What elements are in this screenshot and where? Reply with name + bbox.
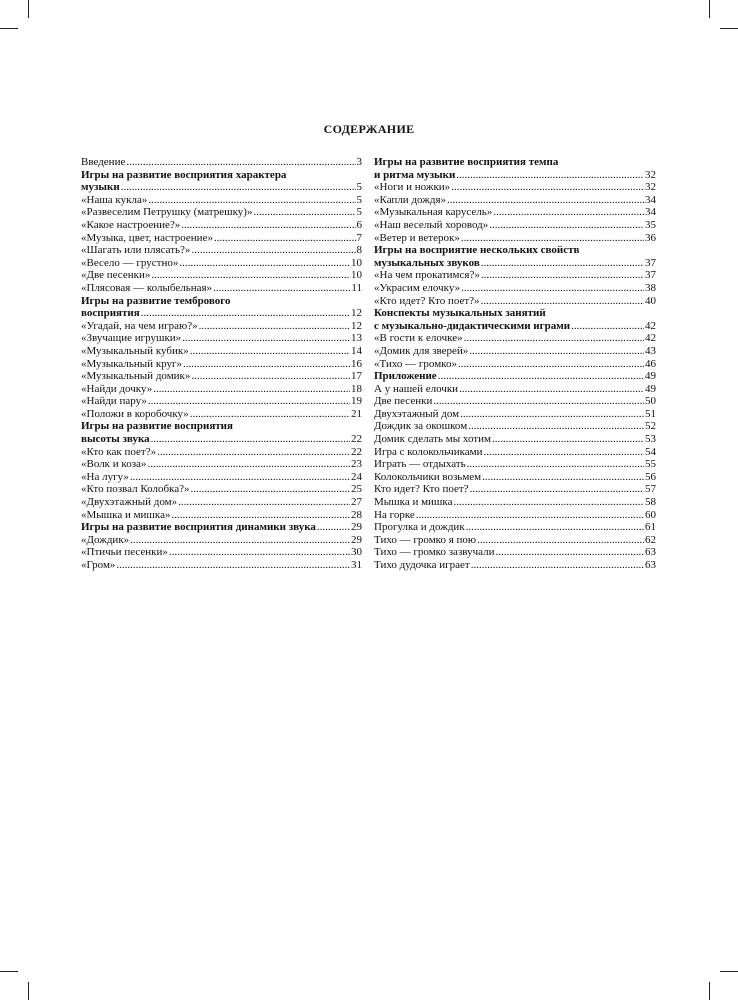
toc-page-number: 23 [351, 458, 362, 471]
toc-entry [374, 509, 656, 522]
dot-leader [460, 282, 644, 295]
toc-entry-title: Колокольчики возьмем [374, 470, 482, 483]
toc-entry [81, 269, 362, 282]
toc-entry-title: «Волк и коза» [81, 458, 147, 471]
toc-page-number: 18 [351, 382, 362, 395]
toc-entry [81, 358, 362, 371]
toc-entry-title: «Двухэтажный дом» [81, 496, 178, 509]
toc-entry-title: «Кто идет? Кто поет?» [374, 294, 480, 307]
toc-entry-title: Тихо — громко зазвучали [374, 546, 495, 559]
toc-entry [374, 534, 656, 547]
toc-entry [374, 345, 656, 358]
toc-entry [374, 358, 656, 371]
toc-entry [374, 483, 656, 496]
dot-leader [457, 358, 644, 371]
toc-entry [374, 232, 656, 245]
dot-leader [437, 370, 644, 383]
dot-leader [147, 395, 350, 408]
toc-page-number: 27 [351, 496, 362, 509]
toc-page-number: 49 [645, 382, 656, 395]
toc-entry-title: с музыкально-дидактическими играми [374, 319, 571, 332]
toc-entry [81, 534, 362, 547]
dot-leader [466, 458, 644, 471]
toc-entry-title: «Две песенки» [81, 269, 151, 282]
toc-entry [81, 383, 362, 396]
toc-entry-title: «Музыка, цвет, настроение» [81, 231, 213, 244]
dot-leader [180, 219, 355, 232]
toc-page-number: 50 [645, 395, 656, 408]
toc-entry [81, 307, 362, 320]
dot-leader [168, 546, 350, 559]
toc-entry-title: «Птичьи песенки» [81, 546, 168, 559]
toc-entry-title: Домик сделать мы хотим [374, 433, 491, 446]
dot-leader [476, 534, 644, 547]
toc-page-number: 7 [356, 231, 362, 244]
toc-page-number: 3 [356, 156, 362, 168]
dot-leader [450, 181, 644, 194]
toc-entry [81, 194, 362, 207]
toc-entry [81, 219, 362, 232]
toc-page-number: 10 [351, 256, 362, 269]
toc-entry [81, 257, 362, 270]
crop-mark [28, 982, 29, 1000]
toc-page-number: 34 [645, 206, 656, 219]
toc-page-number: 43 [645, 344, 656, 357]
toc-entry-title: «Кто как поет?» [81, 445, 157, 458]
toc-entry [81, 446, 362, 459]
toc-entry-title: Две песенки [374, 395, 433, 408]
toc-entry [81, 458, 362, 471]
dot-leader [491, 433, 644, 446]
toc-page-number: 62 [645, 533, 656, 546]
toc-page-number: 37 [645, 256, 656, 269]
toc-entry-title: «Найди дочку» [81, 382, 153, 395]
toc-section-heading: Конспекты музыкальных занятий [374, 307, 546, 320]
toc-entry [374, 194, 656, 207]
toc-entry-title: высоты звука [81, 433, 150, 446]
dot-leader [146, 458, 350, 471]
toc-entry [81, 433, 362, 446]
toc-entry-title: «Тихо — громко» [374, 357, 457, 370]
toc-page-number: 32 [645, 181, 656, 194]
toc-entry [374, 282, 656, 295]
dot-leader [432, 395, 644, 408]
toc-entry-title: «На чем прокатимся?» [374, 269, 480, 282]
dot-leader [470, 559, 644, 572]
crop-mark [0, 28, 18, 29]
page-title: СОДЕРЖАНИЕ [323, 122, 415, 136]
dot-leader [467, 420, 644, 433]
crop-mark [709, 982, 710, 1000]
toc-page-number: 52 [645, 420, 656, 433]
dot-leader [460, 232, 644, 245]
dot-leader [483, 446, 645, 459]
toc-page-number: 53 [645, 433, 656, 446]
toc-entry [81, 483, 362, 496]
toc-entry-title: «Ноги и ножки» [374, 181, 451, 194]
toc-page-number: 60 [645, 508, 656, 521]
toc-left-column [81, 156, 362, 572]
toc-entry [374, 546, 656, 559]
crop-mark [720, 28, 738, 29]
dot-leader [213, 232, 356, 245]
toc-page-number: 46 [645, 357, 656, 370]
dot-leader [198, 320, 350, 333]
toc-entry [81, 332, 362, 345]
dot-leader [120, 181, 356, 194]
toc-entry-title: «На лугу» [81, 470, 129, 483]
toc-page-number: 6 [356, 218, 362, 231]
dot-leader [480, 257, 644, 270]
dot-leader [189, 345, 350, 358]
dot-leader [178, 257, 350, 270]
toc-entry [374, 559, 656, 572]
toc-entry [81, 320, 362, 333]
toc-page-number: 55 [645, 458, 656, 471]
crop-mark [28, 0, 29, 18]
toc-entry [374, 383, 656, 396]
toc-entry-title: «Ветер и ветерок» [374, 231, 460, 244]
toc-section-heading: Игры на развитие восприятия [81, 420, 233, 433]
toc-page-number: 35 [645, 218, 656, 231]
toc-entry-title: «Музыкальный круг» [81, 357, 183, 370]
toc-entry [374, 521, 656, 534]
toc-entry [81, 496, 362, 509]
toc-entry-title: Двухэтажный дом [374, 407, 460, 420]
toc-entry-title: «Домик для зверей» [374, 344, 469, 357]
toc-entry-title: восприятия [81, 307, 140, 320]
toc-page-number: 30 [351, 546, 362, 559]
dot-leader [150, 433, 350, 446]
dot-leader [480, 269, 644, 282]
dot-leader [468, 345, 644, 358]
crop-mark [0, 971, 18, 972]
toc-entry-title: Игры на развитие восприятия динамики звука [81, 521, 316, 534]
toc-page-number: 8 [356, 244, 362, 257]
toc-entry-title: «Гром» [81, 559, 116, 571]
dot-leader [150, 269, 350, 282]
toc-entry [81, 345, 362, 358]
toc-entry-title: музыки [81, 181, 120, 194]
dot-leader [190, 483, 350, 496]
toc-entry-title: «Развеселим Петрушку (матрешку)» [81, 206, 253, 219]
toc-entry-title: «Музыкальный домик» [81, 370, 191, 383]
dot-leader [488, 219, 644, 232]
toc-page-number: 38 [645, 281, 656, 294]
toc-page-number: 22 [351, 433, 362, 446]
toc-entry [81, 370, 362, 383]
toc-page-number: 29 [351, 521, 362, 534]
toc-page-number: 21 [351, 407, 362, 420]
toc-entry [81, 559, 362, 572]
toc-entry-title: «Украсим елочку» [374, 281, 461, 294]
toc-entry-title: «Музыкальный кубик» [81, 344, 189, 357]
toc-section-heading: Игры на развитие восприятия характера [81, 168, 287, 181]
toc-entry [374, 433, 656, 446]
toc-entry-title: А у нашей елочки [374, 382, 459, 395]
dot-leader [252, 206, 355, 219]
toc-page-number: 14 [351, 344, 362, 357]
toc-entry-title: «Наш веселый хоровод» [374, 218, 489, 231]
toc-entry-title: «Кто позвал Колобка?» [81, 483, 190, 496]
crop-mark [709, 0, 710, 18]
toc-entry-title: «Шагать или плясать?» [81, 244, 191, 257]
toc-page-number: 5 [356, 193, 362, 206]
toc-entry [81, 509, 362, 522]
toc-entry-title: Играть — отдыхать [374, 458, 466, 471]
toc-page-number: 57 [645, 483, 656, 496]
dot-leader [480, 295, 644, 308]
toc-page-number: 63 [645, 559, 656, 571]
toc-page-number: 17 [351, 370, 362, 383]
toc-entry-title: «Весело — грустно» [81, 256, 179, 269]
toc-entry [374, 320, 656, 333]
dot-leader [455, 169, 644, 182]
dot-leader [181, 332, 350, 345]
toc-section-heading: Игры на развитие восприятия темпа [374, 156, 559, 168]
toc-entry [81, 395, 362, 408]
dot-leader [115, 559, 350, 572]
dot-leader [463, 332, 644, 345]
toc-entry-title: и ритма музыки [374, 168, 456, 181]
toc-page-number: 63 [645, 546, 656, 559]
toc-entry-title: Мышка и мишка [374, 496, 453, 509]
toc-entry-title: «Наша кукла» [81, 193, 148, 206]
toc-entry [374, 458, 656, 471]
toc-entry [374, 269, 656, 282]
toc-page-number: 56 [645, 470, 656, 483]
toc-entry-title: Тихо — громко я пою [374, 533, 477, 546]
dot-leader [492, 206, 644, 219]
dot-leader [140, 307, 350, 320]
toc-entry [374, 219, 656, 232]
dot-leader [152, 383, 350, 396]
dot-leader [316, 521, 350, 534]
toc-entry [374, 446, 656, 459]
toc-entry [81, 471, 362, 484]
dot-leader [469, 483, 644, 496]
toc-page-number: 42 [645, 319, 656, 332]
toc-section-heading: Игры на развитие тембрового [81, 294, 231, 307]
toc-page-number: 12 [351, 319, 362, 332]
toc-entry-title: Игра с колокольчиками [374, 445, 483, 458]
toc-entry-title: Дождик за окошком [374, 420, 468, 433]
toc-entry-title: «Звучащие игрушки» [81, 332, 182, 345]
toc-entry-title: «Мышка и мишка» [81, 508, 171, 521]
toc-entry-title: «Плясовая — колыбельная» [81, 281, 213, 294]
toc-entry [374, 169, 656, 182]
toc-page-number: 49 [645, 370, 656, 383]
toc-page-number: 36 [645, 231, 656, 244]
dot-leader [570, 320, 644, 333]
dot-leader [129, 471, 350, 484]
toc-entry [81, 156, 362, 169]
toc-page-number: 34 [645, 193, 656, 206]
dot-leader [481, 471, 644, 484]
toc-page-number: 37 [645, 269, 656, 282]
toc-entry [81, 408, 362, 421]
toc-page-number: 11 [351, 281, 362, 294]
toc-page-number: 22 [351, 445, 362, 458]
dot-leader [495, 546, 645, 559]
toc-page-number: 51 [645, 407, 656, 420]
toc-section-heading: Игры на восприятие нескольких свойств [374, 244, 580, 257]
toc-entry [374, 257, 656, 270]
toc-entry-title: «Капли дождя» [374, 193, 447, 206]
toc-entry-title: Приложение [374, 370, 437, 383]
toc-page-number: 16 [351, 357, 362, 370]
toc-page-number: 31 [351, 559, 362, 571]
toc-entry-title: «Положи в коробочку» [81, 407, 189, 420]
toc-entry [374, 471, 656, 484]
toc-page-number: 28 [351, 508, 362, 521]
toc-page-number: 13 [351, 332, 362, 345]
toc-entry [374, 181, 656, 194]
dot-leader [465, 521, 644, 534]
dot-leader [177, 496, 350, 509]
toc-entry [81, 546, 362, 559]
toc-entry-title: «Музыкальная карусель» [374, 206, 493, 219]
toc-entry [374, 496, 656, 509]
dot-leader [459, 408, 644, 421]
dot-leader [170, 509, 350, 522]
toc-right-column [374, 156, 656, 572]
toc-entry-title: Тихо дудочка играет [374, 559, 470, 571]
dot-leader [212, 282, 350, 295]
toc-entry [81, 206, 362, 219]
dot-leader [190, 370, 350, 383]
toc-entry [374, 295, 656, 308]
toc-entry-title: На горке [374, 508, 415, 521]
toc-entry [374, 420, 656, 433]
toc-entry-title: «Найди пару» [81, 395, 147, 408]
dot-leader [190, 244, 355, 257]
toc-entry [81, 282, 362, 295]
toc-entry-title: Прогулка и дождик [374, 521, 465, 534]
toc-page-number: 12 [351, 307, 362, 320]
toc-entry [374, 395, 656, 408]
dot-leader [125, 156, 355, 169]
toc-entry [374, 408, 656, 421]
toc-entry-title: «Какое настроение?» [81, 218, 181, 231]
toc-entry [374, 332, 656, 345]
toc-entry [81, 181, 362, 194]
toc-entry-title: Кто идет? Кто поет? [374, 483, 469, 496]
toc-page-number: 32 [645, 168, 656, 181]
toc-page-number: 29 [351, 533, 362, 546]
toc-entry [374, 206, 656, 219]
crop-mark [720, 971, 738, 972]
toc-entry-title: «Дождик» [81, 533, 130, 546]
toc-entry-title: музыкальных звуков [374, 256, 480, 269]
toc-page-number: 42 [645, 332, 656, 345]
dot-leader [147, 194, 355, 207]
dot-leader [446, 194, 644, 207]
toc-entry-title: «Угадай, на чем играю?» [81, 319, 198, 332]
dot-leader [182, 358, 350, 371]
toc-entry [81, 232, 362, 245]
toc-entry [81, 244, 362, 257]
toc-page-number: 10 [351, 269, 362, 282]
toc-entry [374, 370, 656, 383]
toc-page-number: 54 [645, 445, 656, 458]
toc-entry [81, 521, 362, 534]
dot-leader [156, 446, 350, 459]
toc-page-number: 19 [351, 395, 362, 408]
toc-page-number: 5 [356, 206, 362, 219]
toc-page-number: 61 [645, 521, 656, 534]
toc-page-number: 58 [645, 496, 656, 509]
toc-page-number: 40 [645, 294, 656, 307]
dot-leader [452, 496, 644, 509]
toc-entry-title: «В гости к елочке» [374, 332, 463, 345]
toc-page-number: 25 [351, 483, 362, 496]
toc-page-number: 5 [356, 181, 362, 194]
dot-leader [415, 509, 644, 522]
dot-leader [458, 383, 644, 396]
dot-leader [129, 534, 350, 547]
toc-page-number: 24 [351, 470, 362, 483]
toc-entry-title: Введение [81, 156, 126, 168]
dot-leader [189, 408, 350, 421]
